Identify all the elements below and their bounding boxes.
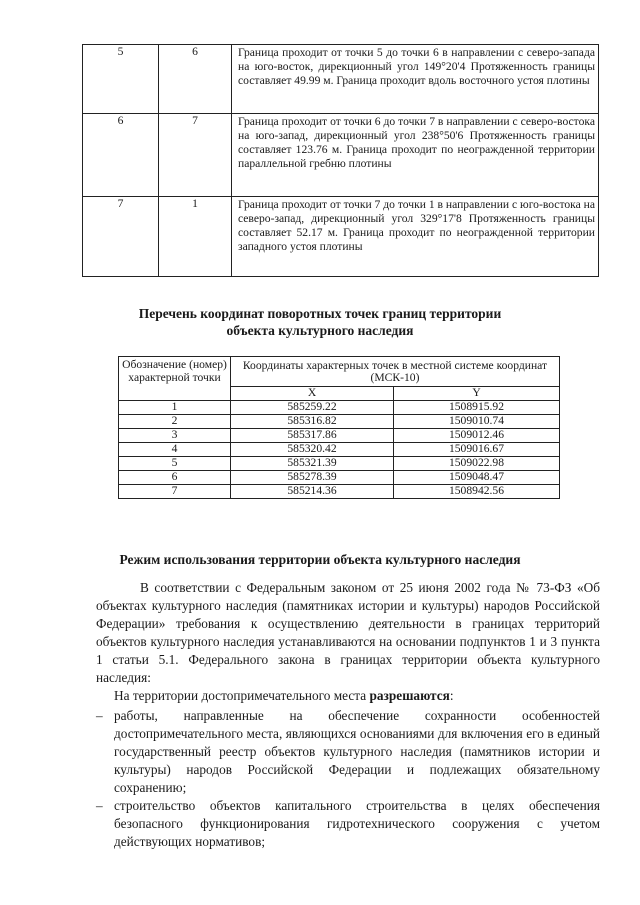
point-to-cell: 6 — [159, 45, 232, 114]
point-from-cell: 7 — [83, 197, 159, 277]
point-number-cell: 6 — [119, 471, 231, 485]
y-column-header: Y — [394, 387, 560, 401]
coordinates-heading-line-1: Перечень координат поворотных точек границ территории — [138, 306, 502, 321]
coordinates-header: Координаты характерных точек в местной системе координат (МСК-10) — [231, 357, 560, 387]
table-row — [119, 443, 560, 457]
y-value-cell: 1509016.67 — [394, 443, 560, 457]
point-number-cell: 3 — [119, 429, 231, 443]
boundary-description-cell: Граница проходит от точки 6 до точки 7 в направлении с северо-востока на юго-запад, дирекционный угол 238°50'6 Протяженность границы составляет 123.76 м. Граница проходит по неогражденной территории параллельной гребню плотины — [232, 114, 599, 197]
x-value-cell: 585320.42 — [231, 443, 394, 457]
list-item-text: строительство объектов капитального строительства в целях обеспечения безопасного функционирования гидротехнического сооружения с учетом действующих нормативов; — [114, 798, 600, 849]
point-to-cell: 7 — [159, 114, 232, 197]
x-value-cell: 585317.86 — [231, 429, 394, 443]
boundary-description-table — [82, 44, 599, 277]
y-value-cell: 1509012.46 — [394, 429, 560, 443]
allowed-line — [114, 687, 454, 705]
intro-paragraph: В соответствии с Федеральным законом от 25 июня 2002 года № 73-ФЗ «Об объектах культурного наследия (памятниках истории и культуры) народов Российской Федерации» требования к осуществлению деятельности в границах территорий объектов культурного наследия устанавливаются на основании подпунктов 1 и 3 пункта 1 статьи 5.1. Федерального закона в границах территории объекта культурного наследия: — [96, 580, 600, 685]
table-row — [119, 471, 560, 485]
dash-bullet: – — [96, 798, 103, 813]
allowed-prefix: На территории достопримечательного места — [114, 688, 370, 703]
point-to-cell: 1 — [159, 197, 232, 277]
table-row — [119, 401, 560, 415]
point-number-cell: 4 — [119, 443, 231, 457]
point-from-cell: 5 — [83, 45, 159, 114]
list-item-text: работы, направленные на обеспечение сохранности особенностей достопримечательного места, являющихся основаниями для включения его в единый государственный реестр объектов культурного наследия (памятников истории и культуры) народов Российской Федерации и подлежащих обязательному сохранению; — [114, 708, 600, 795]
boundary-description-cell: Граница проходит от точки 5 до точки 6 в направлении с северо-запада на юго-восток, дирекционный угол 149°20'4 Протяженность границы составляет 49.99 м. Граница проходит вдоль восточного устоя плотины — [232, 45, 599, 114]
allowed-suffix: : — [449, 688, 454, 703]
point-number-cell: 5 — [119, 457, 231, 471]
regime-heading: Режим использования территории объекта культурного наследия — [119, 552, 521, 567]
point-number-cell: 2 — [119, 415, 231, 429]
point-number-cell: 7 — [119, 485, 231, 499]
list-item — [96, 707, 600, 797]
table-row — [119, 429, 560, 443]
coordinates-table — [118, 356, 560, 499]
y-value-cell: 1509022.98 — [394, 457, 560, 471]
point-number-header: Обозначение (номер) характерной точки — [119, 357, 231, 401]
y-value-cell: 1508915.92 — [394, 401, 560, 415]
table-row — [119, 457, 560, 471]
allowed-keyword: разрешаются — [369, 688, 450, 703]
x-value-cell: 585278.39 — [231, 471, 394, 485]
coordinates-heading-line-2: объекта культурного наследия — [226, 323, 414, 338]
table-row — [83, 45, 599, 114]
point-from-cell: 6 — [83, 114, 159, 197]
table-row — [83, 114, 599, 197]
point-number-cell: 1 — [119, 401, 231, 415]
dash-bullet: – — [96, 708, 103, 723]
y-value-cell: 1508942.56 — [394, 485, 560, 499]
table-row — [119, 415, 560, 429]
x-value-cell: 585321.39 — [231, 457, 394, 471]
x-value-cell: 585259.22 — [231, 401, 394, 415]
boundary-description-cell: Граница проходит от точки 7 до точки 1 в направлении с юго-востока на северо-запад, дирекционный угол 329°17'8 Протяженность границы составляет 52.17 м. Граница проходит по неогражденной территории западного устоя плотины — [232, 197, 599, 277]
y-value-cell: 1509010.74 — [394, 415, 560, 429]
y-value-cell: 1509048.47 — [394, 471, 560, 485]
list-item — [96, 797, 600, 851]
x-value-cell: 585316.82 — [231, 415, 394, 429]
table-row — [83, 197, 599, 277]
table-row — [119, 485, 560, 499]
x-value-cell: 585214.36 — [231, 485, 394, 499]
x-column-header: X — [231, 387, 394, 401]
